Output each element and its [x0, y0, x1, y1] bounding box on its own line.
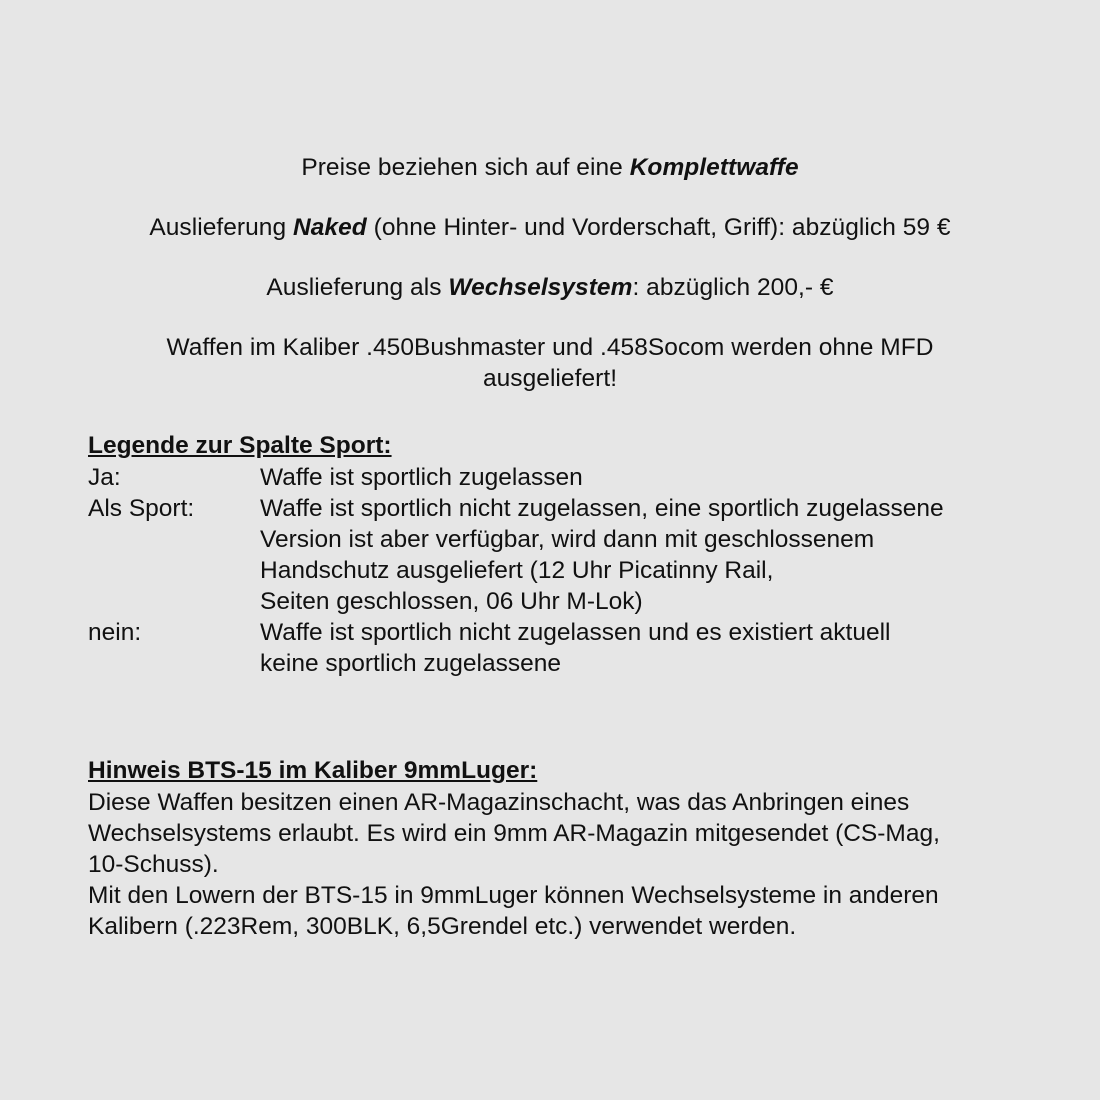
- legend-description: [260, 617, 1028, 679]
- legend-term: nein:: [88, 619, 142, 646]
- emphasis-text: Naked: [293, 214, 367, 241]
- emphasis-text: Wechselsystem: [448, 274, 633, 301]
- legend-table: [88, 462, 1028, 679]
- legend-description-line: Waffe ist sportlich nicht zugelassen, eine sportlich zugelassene: [260, 495, 944, 522]
- note-line: Kalibern (.223Rem, 300BLK, 6,5Grendel etc.) verwendet werden.: [88, 913, 797, 940]
- intro-block: [0, 152, 1100, 394]
- legend-row: [88, 617, 1028, 679]
- legend-description-line: Waffe ist sportlich nicht zugelassen und es existiert aktuell: [260, 619, 891, 646]
- legend-description-line: Waffe ist sportlich zugelassen: [260, 464, 583, 491]
- intro-line: [0, 332, 1100, 394]
- plain-text: (ohne Hinter- und Vorderschaft, Griff): abzüglich 59 €: [366, 214, 951, 241]
- legend-description-line: Version ist aber verfügbar, wird dann mit geschlossenem: [260, 526, 875, 553]
- plain-text: : abzüglich 200,- €: [632, 274, 834, 301]
- legend-description-line: Handschutz ausgeliefert (12 Uhr Picatinny Rail,: [260, 557, 774, 584]
- legend-description-line: Seiten geschlossen, 06 Uhr M-Lok): [260, 588, 643, 615]
- legend-term: Ja:: [88, 464, 121, 491]
- legend-row: [88, 462, 1028, 493]
- note-body: [88, 787, 1048, 942]
- legend-term: Als Sport:: [88, 495, 195, 522]
- plain-text: Auslieferung als: [266, 274, 449, 301]
- legend-heading: Legende zur Spalte Sport:: [88, 432, 392, 459]
- note-line: Wechselsystems erlaubt. Es wird ein 9mm AR-Magazin mitgesendet (CS-Mag,: [88, 820, 940, 847]
- legend-description: [260, 462, 1028, 493]
- legend-row: [88, 493, 1028, 617]
- emphasis-text: Komplettwaffe: [629, 154, 799, 181]
- plain-text: Preise beziehen sich auf eine: [301, 154, 630, 181]
- intro-line: [0, 272, 1100, 303]
- legend-description: [260, 493, 1028, 617]
- note-section: [88, 755, 1048, 942]
- legend-section: [88, 430, 1028, 679]
- intro-line: [0, 152, 1100, 183]
- note-line: 10-Schuss).: [88, 851, 219, 878]
- legend-table-body: [88, 462, 1028, 679]
- intro-line: [0, 212, 1100, 243]
- note-heading: Hinweis BTS-15 im Kaliber 9mmLuger:: [88, 757, 538, 784]
- legend-description-line: keine sportlich zugelassene: [260, 650, 561, 677]
- note-line: Diese Waffen besitzen einen AR-Magazinschacht, was das Anbringen eines: [88, 789, 910, 816]
- note-paragraph: [88, 880, 1048, 942]
- note-line: Mit den Lowern der BTS-15 in 9mmLuger können Wechselsysteme in anderen: [88, 882, 939, 909]
- plain-text: Auslieferung: [149, 214, 294, 241]
- plain-text: Waffen im Kaliber .450Bushmaster und .458Socom werden ohne MFD ausgeliefert!: [166, 334, 934, 392]
- note-paragraph: [88, 787, 1048, 880]
